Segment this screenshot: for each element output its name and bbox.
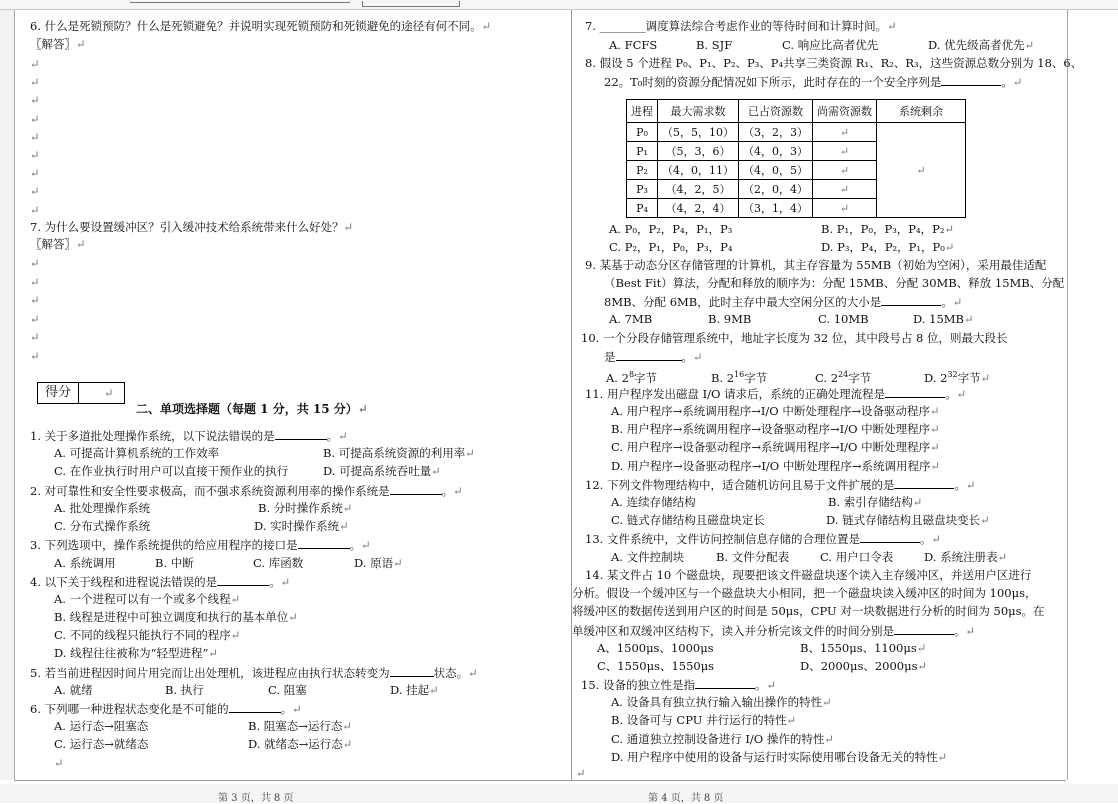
- table-row: P₄ （4，2，4） （3，1，4） ↵: [627, 199, 966, 218]
- paragraph-mark: ↵: [30, 148, 40, 162]
- option: B. SJF: [696, 38, 733, 52]
- option: D. 线程往往被称为“轻型进程”↵: [54, 646, 219, 660]
- option: C. 响应比高者优先: [782, 38, 879, 52]
- option: B. 文件分配表: [716, 550, 790, 564]
- paragraph-mark: ↵: [30, 129, 40, 144]
- resource-table: [626, 99, 966, 218]
- option: D. 链式存储结构且磁盘块变长↵: [826, 513, 990, 527]
- table-row: P₃ （4，2，5） （2，0，4） ↵: [627, 180, 966, 199]
- paragraph-mark: ↵: [30, 274, 40, 289]
- option: B. 索引存储结构↵: [828, 495, 923, 509]
- question-9-cont: （Best Fit）算法，分配和释放的顺序为：分配 15MB、分配 30MB、释放 15MB、分配: [604, 276, 1065, 290]
- option: C. 用户程序→设备驱动程序→系统调用程序→I/O 中断处理程序↵: [611, 440, 940, 454]
- option: B. 阻塞态→运行态↵: [248, 719, 353, 733]
- option: A. $2^8$字节: [606, 370, 658, 385]
- paragraph-mark: ↵: [30, 57, 40, 71]
- question-14-cont: 单缓冲区和双缓冲区结构下，读入并分析完该文件的时间分别是 。↵: [572, 624, 976, 638]
- paragraph-mark: ↵: [30, 348, 40, 363]
- paragraph-mark: ↵: [30, 256, 40, 270]
- answer-label: 〖解答〗↵: [30, 237, 86, 251]
- section-title: 二、单项选择题（每题 1 分，共 15 分）↵: [136, 402, 368, 416]
- option: D. 挂起↵: [390, 683, 439, 697]
- table-header: 进程: [627, 100, 658, 123]
- question-7-right: 7. ________调度算法综合考虑作业的等待时间和计算时间。↵: [585, 19, 897, 33]
- question-15: 15. 设备的独立性是指 。↵: [581, 678, 777, 692]
- question-6: 6. 什么是死锁预防？什么是死锁避免？并说明实现死锁预防和死锁避免的途径有何不同。↵: [30, 19, 492, 33]
- option: D. 原语↵: [354, 556, 403, 570]
- option: B. 执行: [165, 683, 204, 697]
- option: B. 中断: [155, 556, 194, 570]
- option: C. 在作业执行时用户可以直接干预作业的执行: [54, 464, 289, 478]
- option: B. 线程是进程中可独立调度和执行的基本单位↵: [54, 610, 298, 624]
- option: B. 设备可与 CPU 并行运行的特性↵: [611, 713, 797, 727]
- question-9: 9. 某基于动态分区存储管理的计算机，其主存容量为 55MB（初始为空闲），采用最佳适配: [585, 258, 1047, 272]
- option: B. 用户程序→系统调用程序→设备驱动程序→I/O 中断处理程序↵: [611, 422, 940, 436]
- option: A. 批处理操作系统: [54, 501, 151, 515]
- question-14-cont: 将缓冲区的数据传送到用户区的时间是 50μs，CPU 对一块数据进行分析的时间为 50μs。在: [572, 604, 1045, 618]
- option: A. 设备具有独立执行输入输出操作的特性↵: [611, 695, 832, 709]
- option: A. 系统调用: [54, 556, 116, 570]
- score-label: 得分: [38, 383, 79, 403]
- table-row: P₁ （5，3，6） （4，0，3） ↵: [627, 142, 966, 161]
- option: A. P₀，P₂，P₄，P₁，P₃: [609, 222, 733, 236]
- option: B. P₁，P₀，P₃，P₄，P₂↵: [821, 222, 955, 236]
- paragraph-mark: ↵: [30, 166, 40, 181]
- option: B. $2^{16}$字节: [711, 370, 768, 385]
- option: B. 9MB: [708, 312, 752, 326]
- option: C. 用户口令表: [820, 550, 894, 564]
- option: C. 链式存储结构且磁盘块定长: [611, 513, 765, 527]
- option: D. 用户程序→设备驱动程序→I/O 中断处理程序→系统调用程序↵: [611, 459, 941, 473]
- paragraph-mark: ↵: [30, 330, 40, 344]
- option: C. P₂，P₁，P₀，P₃，P₄: [609, 240, 733, 254]
- option: A. 运行态→阻塞态: [54, 719, 149, 733]
- option: A. 7MB: [609, 312, 653, 326]
- mc-question-2: 2. 对可靠性和安全性要求极高，而不强求系统资源利用率的操作系统是 。↵: [30, 484, 463, 498]
- option: D. 用户程序中使用的设备与运行时实际使用哪台设备无关的特性↵: [611, 750, 948, 764]
- paragraph-mark: ↵: [30, 93, 40, 108]
- question-8: 8. 假设 5 个进程 P₀、P₁、P₂、P₃、P₄共享三类资源 R₁、R₂、R₃，这些资源总数分别为 18、6、: [585, 56, 1083, 70]
- option: B、1550μs、1100μs↵: [800, 641, 927, 655]
- question-11: 11. 用户程序发出磁盘 I/O 请求后，系统的正确处理流程是 。↵: [585, 387, 967, 401]
- mc-question-6: 6. 下列哪一种进程状态变化是不可能的 。↵: [30, 702, 302, 716]
- paragraph-mark: ↵: [30, 184, 40, 199]
- page-divider: [571, 10, 572, 780]
- option: C. 通道独立控制设备进行 I/O 操作的特性↵: [611, 732, 834, 746]
- option: D. 系统注册表↵: [924, 550, 1008, 564]
- table-row: P₀ （5，5，10） （3，2，3） ↵ ↵: [627, 123, 966, 142]
- option: D. 优先级高者优先↵: [928, 38, 1035, 52]
- page-number-left: 第 3 页，共 8 页: [218, 793, 294, 804]
- vertical-ruler: [0, 10, 15, 780]
- option: C. 库函数: [253, 556, 304, 570]
- option: C. 分布式操作系统: [54, 519, 151, 533]
- question-9-cont: 8MB、分配 6MB，此时主存中最大空闲分区的大小是 。↵: [604, 295, 963, 309]
- answer-label: 〖解答〗↵: [30, 37, 86, 51]
- table-header: 尚需资源数: [813, 100, 877, 123]
- option: D. 就绪态→运行态↵: [248, 737, 353, 751]
- option: D、2000μs、2000μs↵: [800, 659, 928, 673]
- mc-question-5: 5. 若当前进程因时间片用完而让出处理机，该进程应由执行状态转变为 状态。↵: [30, 666, 478, 680]
- option: D. 实时操作系统↵: [254, 519, 349, 533]
- option: C. 不同的线程只能执行不同的程序↵: [54, 628, 241, 642]
- option: A. FCFS: [609, 38, 658, 52]
- mc-question-1: 1. 关于多道批处理操作系统，以下说法错误的是 。↵: [30, 429, 348, 443]
- question-10-cont: 是 。↵: [604, 350, 703, 364]
- option: C、1550μs、1550μs: [597, 659, 715, 673]
- question-7: 7. 为什么要设置缓冲区？引入缓冲技术给系统带来什么好处？↵: [30, 220, 354, 234]
- option: B. 可提高系统资源的利用率↵: [323, 446, 475, 460]
- option: D. P₃，P₄，P₂，P₁，P₀↵: [821, 240, 955, 254]
- question-14: 14. 某文件占 10 个磁盘块，现要把该文件磁盘块逐个读入主存缓冲区，并送用户区进行: [585, 568, 1032, 582]
- table-header: 已占资源数: [739, 100, 813, 123]
- option: A. 可提高计算机系统的工作效率: [54, 446, 220, 460]
- paragraph-mark: ↵: [30, 75, 40, 90]
- question-13: 13. 文件系统中，文件访问控制信息存储的合理位置是 。↵: [585, 532, 942, 546]
- table-header: 系统剩余: [877, 100, 966, 123]
- mc-question-3: 3. 下列选项中，操作系统提供的给应用程序的接口是 。↵: [30, 538, 371, 552]
- option: C. 运行态→就绪态: [54, 737, 149, 751]
- score-box: 得分 ↵: [37, 382, 125, 404]
- option: A. 就绪: [54, 683, 93, 697]
- option: D. $2^{32}$字节↵: [924, 370, 991, 385]
- option: A. 一个进程可以有一个或多个线程↵: [54, 592, 241, 606]
- question-14-cont: 分析。假设一个缓冲区与一个磁盘块大小相同，把一个磁盘块读入缓冲区的时间为 100μs，: [572, 586, 1037, 600]
- option: A、1500μs、1000μs: [597, 641, 714, 655]
- table-row: P₂ （4，0，11） （4，0，5） ↵: [627, 161, 966, 180]
- table-header: 最大需求数: [658, 100, 739, 123]
- option: A. 连续存储结构: [611, 495, 696, 509]
- option: D. 15MB↵: [913, 312, 974, 326]
- top-toolbar-strip: [0, 0, 1118, 10]
- page-bottom-line: [14, 780, 1066, 781]
- option: A. 用户程序→系统调用程序→I/O 中断处理程序→设备驱动程序↵: [611, 404, 940, 418]
- question-10: 10. 一个分段存储管理系统中，地址字长度为 32 位，其中段号占 8 位，则最大段长: [581, 331, 1008, 345]
- option: A. 文件控制块: [611, 550, 685, 564]
- paragraph-mark: ↵: [30, 111, 40, 126]
- paragraph-mark: ↵: [30, 311, 40, 326]
- status-footer: [0, 784, 1118, 803]
- option: B. 分时操作系统↵: [258, 501, 353, 515]
- option: C. 10MB: [818, 312, 869, 326]
- option: D. 可提高系统吞吐量↵: [323, 464, 441, 478]
- mc-question-4: 4. 以下关于线程和进程说法错误的是 。↵: [30, 575, 291, 589]
- paragraph-mark: ↵: [30, 293, 40, 307]
- question-12: 12. 下列文件物理结构中，适合随机访问且易于文件扩展的是 。↵: [585, 478, 976, 492]
- paragraph-mark: ↵: [30, 202, 40, 217]
- option: C. 阻塞: [268, 683, 307, 697]
- option: C. $2^{24}$字节: [815, 370, 872, 385]
- question-8-cont: 22。T₀时刻的资源分配情况如下所示，此时存在的一个安全序列是 。↵: [604, 75, 1023, 89]
- page-number-right: 第 4 页，共 8 页: [648, 793, 724, 804]
